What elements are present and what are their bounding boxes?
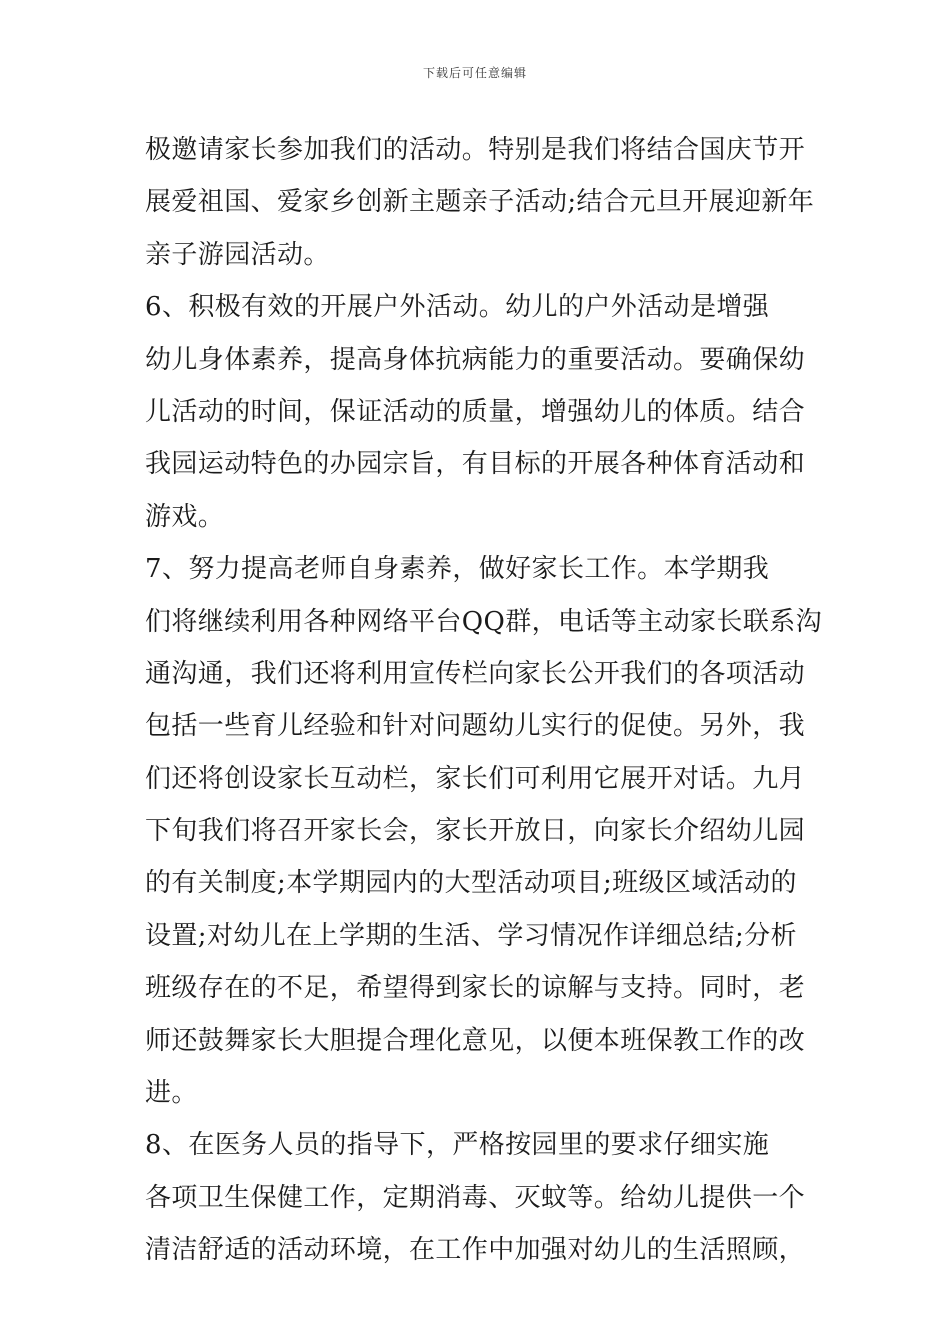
text-line: 清洁舒适的活动环境，在工作中加强对幼儿的生活照顾， (145, 1235, 806, 1266)
text-line: 的有关制度;本学期园内的大型活动项目;班级区域活动的 (145, 868, 797, 899)
text-line: 们将继续利用各种网络平台QQ群，电话等主动家长联系沟 (145, 606, 823, 637)
text-line: 幼儿身体素养，提高身体抗病能力的重要活动。要确保幼 (145, 344, 806, 375)
text-line: 7、努力提高老师自身素养，做好家长工作。本学期我 (145, 554, 770, 585)
header-note: 下载后可任意编辑 (422, 66, 527, 80)
text-line: 亲子游园活动。 (145, 239, 330, 270)
text-line: 展爱祖国、爱家乡创新主题亲子活动;结合元旦开展迎新年 (145, 187, 815, 218)
text-line: 儿活动的时间，保证活动的质量，增强幼儿的体质。结合 (145, 396, 806, 427)
text-line: 各项卫生保健工作，定期消毒、灭蚊等。给幼儿提供一个 (145, 1182, 806, 1213)
text-line: 我园运动特色的办园宗旨，有目标的开展各种体育活动和 (145, 449, 806, 480)
text-line: 通沟通，我们还将利用宣传栏向家长公开我们的各项活动 (145, 658, 806, 689)
text-line: 8、在医务人员的指导下，严格按园里的要求仔细实施 (145, 1130, 770, 1161)
text-line: 下旬我们将召开家长会，家长开放日，向家长介绍幼儿园 (145, 816, 806, 847)
text-line: 包括一些育儿经验和针对问题幼儿实行的促使。另外，我 (145, 711, 806, 742)
text-line: 6、积极有效的开展户外活动。幼儿的户外活动是增强 (145, 292, 770, 323)
text-line: 进。 (145, 1078, 198, 1109)
document-body (145, 124, 823, 1277)
text-line: 设置;对幼儿在上学期的生活、学习情况作详细总结;分析 (145, 920, 797, 951)
text-line: 游戏。 (145, 501, 225, 532)
text-line: 师还鼓舞家长大胆提合理化意见，以便本班保教工作的改 (145, 1025, 806, 1056)
text-line: 们还将创设家长互动栏，家长们可利用它展开对话。九月 (145, 763, 806, 794)
text-line: 极邀请家长参加我们的活动。特别是我们将结合国庆节开 (145, 135, 806, 165)
text-line: 班级存在的不足，希望得到家长的谅解与支持。同时，老 (145, 973, 806, 1004)
